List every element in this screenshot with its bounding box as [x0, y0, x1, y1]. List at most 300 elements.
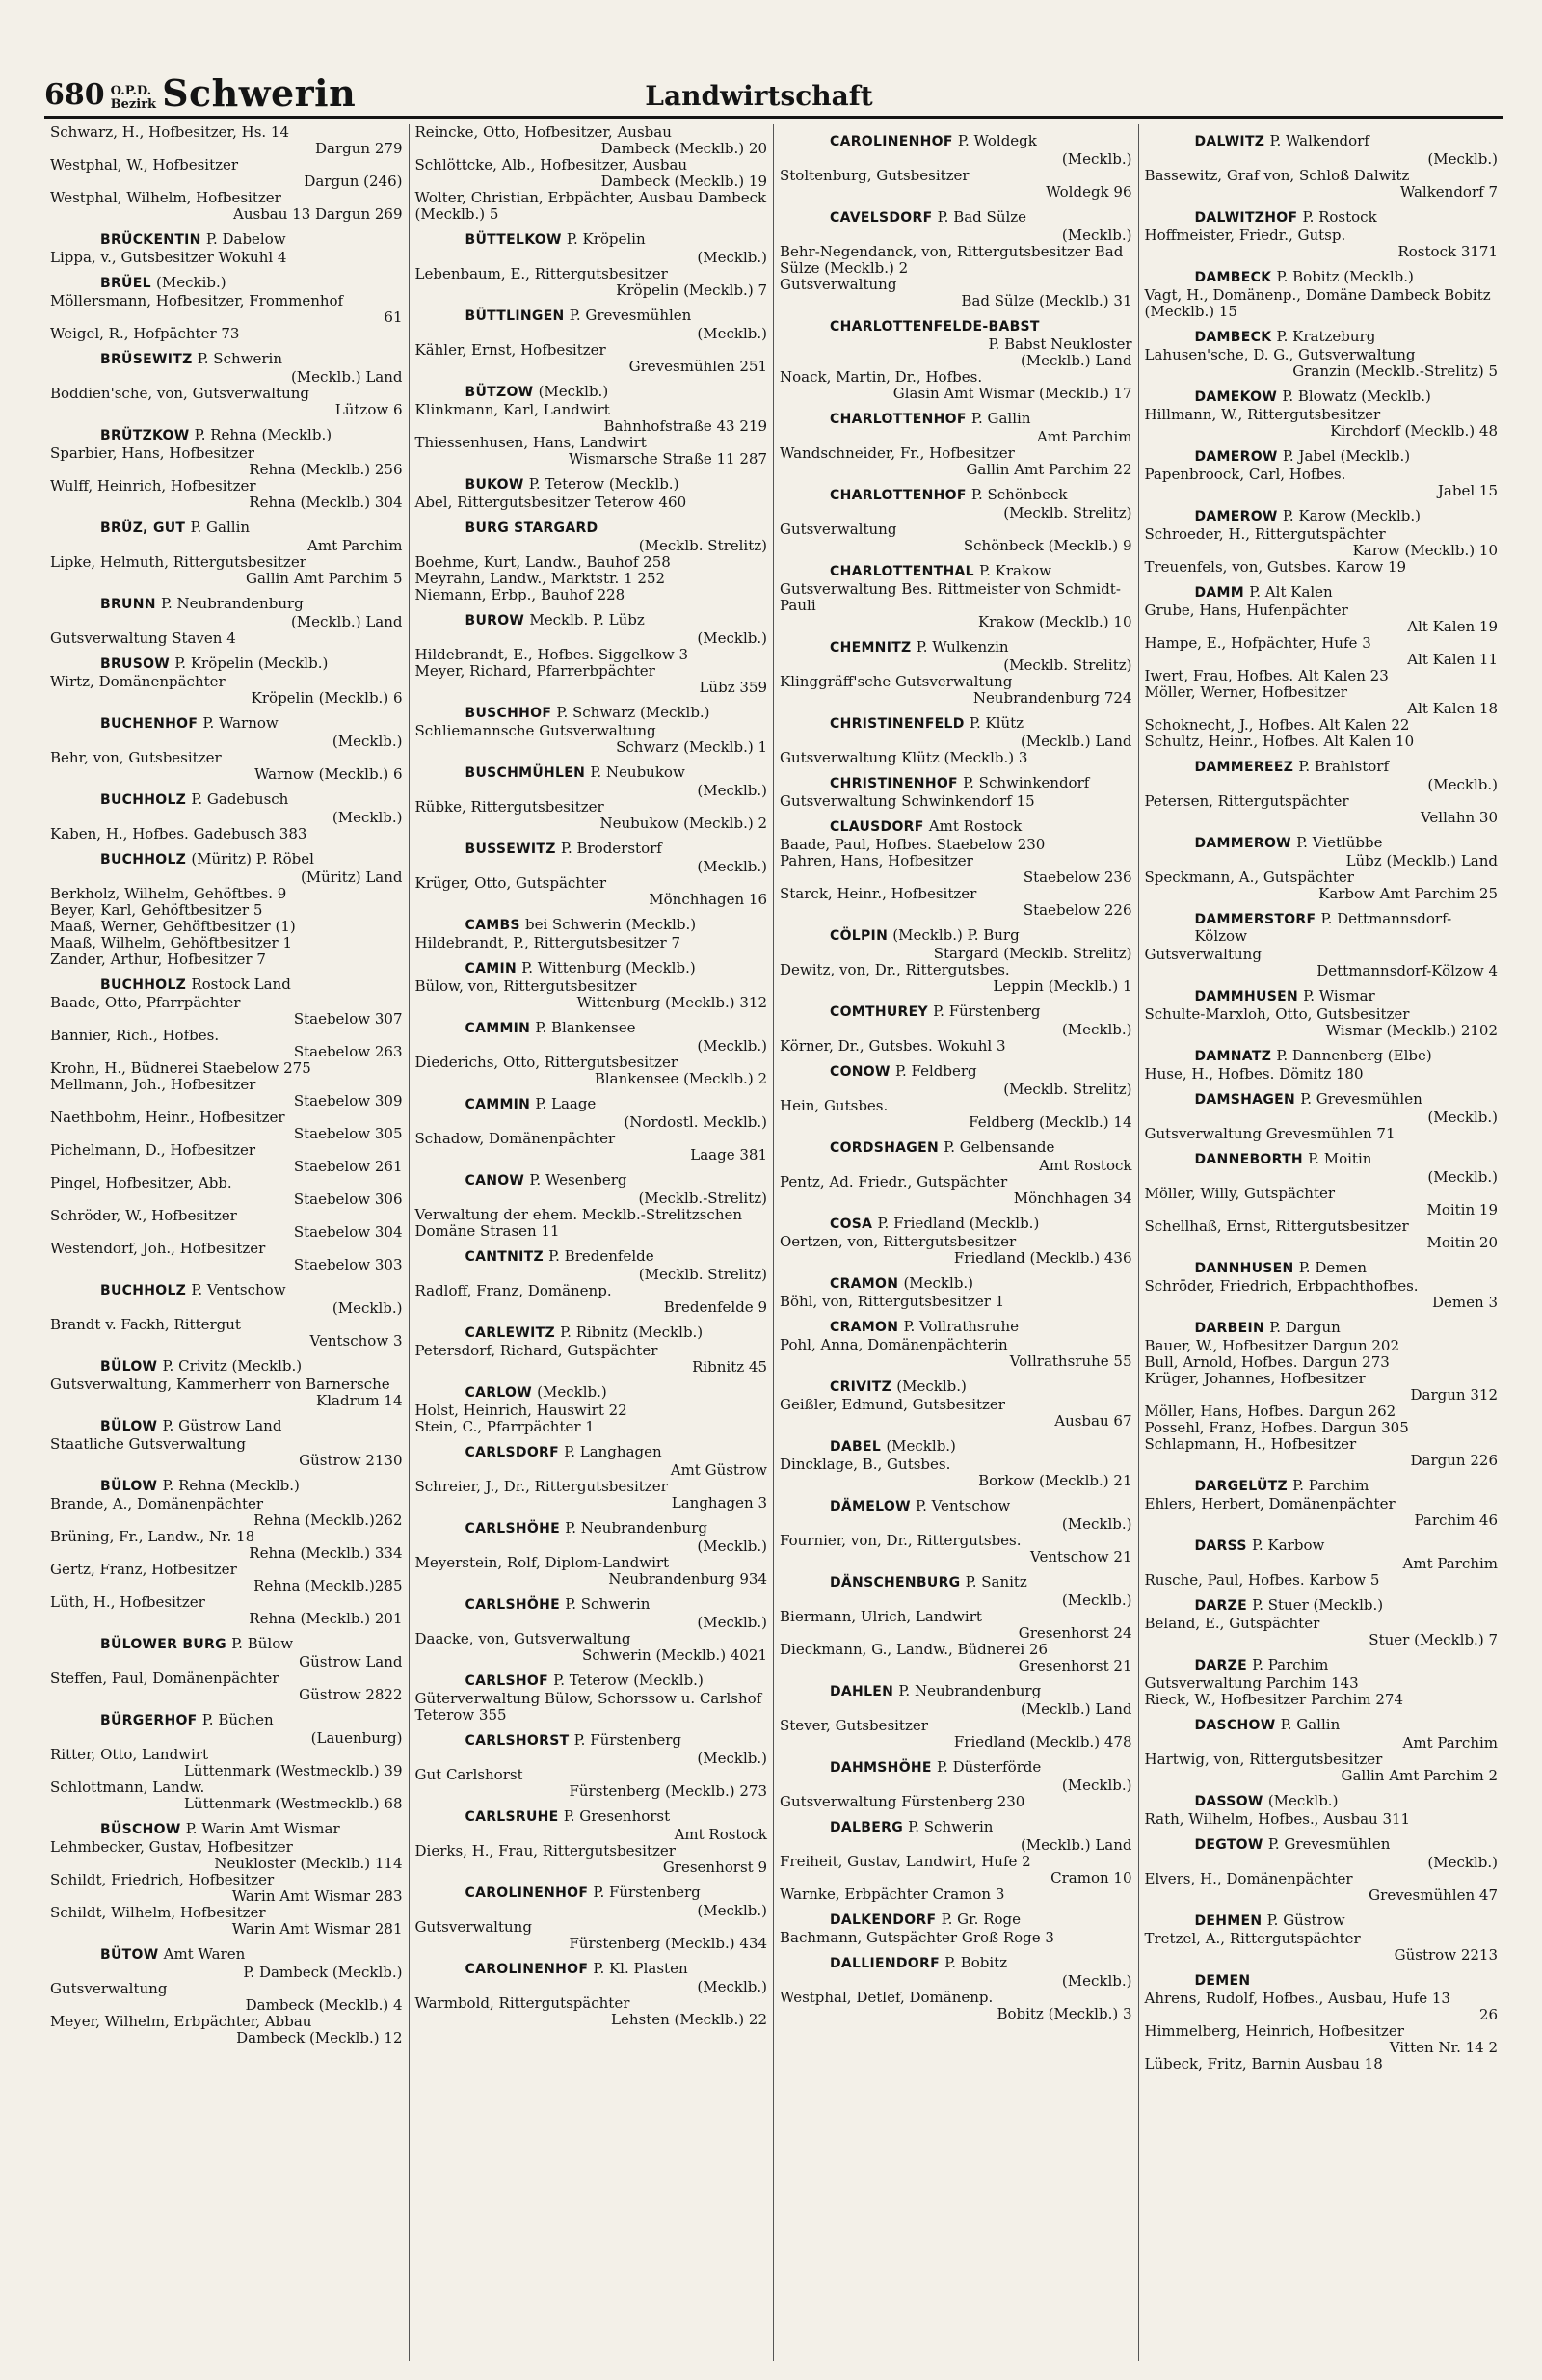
entry-location: Dambeck (Mecklb.) 19: [600, 173, 767, 190]
entry-name: Brüning, Fr., Landw., Nr. 18: [50, 1528, 255, 1545]
place-heading: [465, 231, 768, 249]
entry-location: Schwerin (Mecklb.) 4021: [582, 1646, 767, 1664]
entry-location: Güstrow 2822: [299, 1686, 403, 1703]
entry-location: Dettmannsdorf-Kölzow 4: [1316, 962, 1498, 979]
place-postal: P. Rehna (Mecklb.): [162, 1477, 300, 1494]
directory-entry: [780, 1234, 1132, 1267]
entry-name: Biermann, Ulrich, Landwirt: [780, 1608, 982, 1625]
place-location: P. Babst Neukloster: [988, 335, 1132, 353]
place-heading: [830, 1683, 1132, 1700]
place-location: (Mecklb.): [697, 1614, 767, 1631]
place-name: DARBEIN: [1194, 1321, 1264, 1336]
entry-name: Geißler, Edmund, Gutsbesitzer: [780, 1396, 1005, 1413]
place-postal: P. Jabel (Mecklb.): [1282, 447, 1411, 465]
directory-entry: [780, 244, 1132, 277]
directory-entry: [415, 1283, 768, 1316]
place-postal: P. Wulkenzin: [916, 638, 1009, 655]
place-heading: [100, 1636, 403, 1653]
place-name: DAMMEROW: [1194, 836, 1291, 851]
directory-entry: [1145, 1354, 1499, 1371]
entry-location: Dargun (246): [304, 173, 403, 190]
directory-entry: [415, 435, 768, 468]
place-heading: [100, 520, 403, 537]
directory-entry: [50, 124, 403, 157]
directory-entry: [1145, 1572, 1499, 1589]
place-postal: P. Bredenfelde: [548, 1247, 654, 1265]
directory-entry: [415, 1691, 768, 1724]
entry-name: Sparbier, Hans, Hofbesitzer: [50, 444, 254, 462]
place-postal: P. Neubrandenburg: [160, 595, 304, 612]
place-name: CARLSHÖHE: [465, 1521, 560, 1537]
entry-location: Rehna (Mecklb.)262: [253, 1511, 403, 1529]
entry-name: Gutsverwaltung Bes. Rittmeister von Schmidt-Pauli: [780, 580, 1121, 614]
place-postal: P. Fürstenberg: [933, 1003, 1041, 1020]
place-postal: P. Langhagen: [564, 1443, 662, 1460]
directory-entry: [1145, 1931, 1499, 1964]
entry-name: Berkholz, Wilhelm, Gehöftbes. 9: [50, 885, 287, 902]
place-location: (Mecklb.): [1061, 1021, 1132, 1038]
directory-entry: [50, 554, 403, 587]
entry-name: Hampe, E., Hofpächter, Hufe 3: [1144, 634, 1371, 652]
place-location: (Mecklb.): [697, 1750, 767, 1767]
entry-name: Krüger, Otto, Gutspächter: [414, 874, 607, 892]
place-heading: [830, 1955, 1132, 1972]
place-name: CHEMNITZ: [830, 640, 912, 655]
entry-location: Gallin Amt Parchim 22: [966, 461, 1132, 478]
place-postal: P. Kröpelin: [566, 230, 646, 248]
place-heading: [1195, 388, 1499, 406]
entry-location: Moitin 19: [1426, 1201, 1498, 1218]
place-postal: Rostock Land: [191, 976, 291, 993]
place-postal: P. Moitin: [1308, 1150, 1372, 1167]
entry-name: Schildt, Friedrich, Hofbesitzer: [50, 1871, 275, 1888]
place-postal: P. Blowatz (Mecklb.): [1282, 388, 1431, 405]
entry-location: Karow (Mecklb.) 10: [1352, 542, 1498, 559]
place-heading: [465, 1096, 768, 1113]
place-heading: [100, 427, 403, 444]
directory-entry: [50, 1671, 403, 1703]
entry-location: Neubukow (Mecklb.) 2: [599, 815, 767, 832]
entry-name: Stein, C., Pfarrpächter 1: [414, 1418, 595, 1435]
place-name: BÜLOW: [100, 1359, 158, 1375]
place-heading: [1195, 209, 1499, 227]
directory-entry: [50, 190, 403, 223]
place-postal: P. Blankensee: [535, 1019, 636, 1036]
place-name: BUCHHOLZ: [100, 792, 187, 808]
directory-entry: [415, 190, 768, 223]
place-name: BRÜTZKOW: [100, 428, 190, 443]
place-heading: [465, 476, 768, 494]
place-heading: [830, 1063, 1132, 1081]
directory-entry: [50, 1872, 403, 1905]
place-postal: P. Warin Amt Wismar: [185, 1820, 340, 1837]
column-2: [410, 124, 775, 2361]
place-location: (Mecklb. Strelitz): [1003, 656, 1132, 674]
directory-entry: [50, 1496, 403, 1529]
place-location: (Mecklb.): [697, 1538, 767, 1555]
place-heading: [1195, 133, 1499, 150]
directory-entry: [1145, 684, 1499, 717]
directory-entry: [415, 978, 768, 1011]
entry-name: Warnke, Erbpächter Cramon 3: [780, 1885, 1005, 1903]
entry-name: Klinggräff'sche Gutsverwaltung: [780, 673, 1013, 690]
entry-name: Maaß, Werner, Gehöftbesitzer (1): [50, 918, 296, 935]
entry-name: Weigel, R., Hofpächter 73: [50, 325, 240, 342]
place-heading: [465, 1808, 768, 1826]
place-postal: P. Gallin: [970, 410, 1031, 427]
entry-name: Möller, Hans, Hofbes. Dargun 262: [1144, 1403, 1396, 1420]
entry-location: Gallin Amt Parchim 5: [245, 570, 403, 587]
place-name: BUKOW: [465, 477, 524, 493]
directory-entry: [50, 1562, 403, 1594]
directory-entry: [415, 799, 768, 832]
place-postal: P. Kl. Plasten: [593, 1960, 688, 1977]
entry-location: Staebelow 226: [1023, 901, 1132, 919]
place-location: (Mecklb.): [1061, 1515, 1132, 1533]
entry-name: Freiheit, Gustav, Landwirt, Hufe 2: [780, 1853, 1031, 1870]
place-name: DAMSHAGEN: [1194, 1092, 1295, 1108]
entry-name: Wandschneider, Fr., Hofbesitzer: [780, 444, 1015, 462]
entry-name: Lipke, Helmuth, Rittergutsbesitzer: [50, 553, 306, 571]
place-postal: P. Dannenberg (Elbe): [1276, 1047, 1432, 1064]
entry-name: Bauer, W., Hofbesitzer Dargun 202: [1144, 1337, 1400, 1354]
entry-name: Böhl, von, Rittergutsbesitzer 1: [780, 1293, 1005, 1310]
place-heading: [1195, 1793, 1499, 1810]
entry-location: Friedland (Mecklb.) 478: [953, 1733, 1132, 1751]
entry-name: Pingel, Hofbesitzer, Abb.: [50, 1174, 232, 1191]
entry-location: Neubrandenburg 934: [608, 1570, 767, 1588]
entry-name: Hillmann, W., Rittergutsbesitzer: [1144, 406, 1381, 423]
entry-name: Klinkmann, Karl, Landwirt: [414, 401, 610, 418]
place-name: CAROLINENHOF: [465, 1962, 589, 1977]
directory-entry: [50, 1142, 403, 1175]
place-heading: [1195, 988, 1499, 1005]
place-name: BUCHHOLZ: [100, 852, 187, 868]
place-name: CRAMON: [830, 1320, 899, 1335]
place-location: (Mecklb.): [1061, 227, 1132, 244]
place-location: (Mecklb.): [697, 325, 767, 342]
entry-location: Jabel 15: [1437, 482, 1498, 499]
place-postal: P. Demen: [1298, 1259, 1367, 1276]
entry-name: Diederichs, Otto, Rittergutsbesitzer: [414, 1054, 678, 1071]
entry-location: Staebelow 305: [293, 1125, 403, 1142]
place-location: (Mecklb.): [697, 858, 767, 875]
place-location: (Mecklb.) Land: [290, 368, 403, 386]
entry-name: Bull, Arnold, Hofbes. Dargun 273: [1144, 1353, 1390, 1371]
directory-entry: [780, 837, 1132, 853]
directory-entry: [50, 1981, 403, 2014]
place-heading: [100, 1712, 403, 1729]
place-location: Amt Parchim: [307, 537, 403, 554]
entry-location: Moitin 20: [1426, 1234, 1498, 1251]
directory-entry: [50, 478, 403, 511]
entry-location: Kröpelin (Mecklb.) 6: [251, 689, 403, 707]
place-location: (Nordostl. Mecklb.): [624, 1113, 767, 1131]
entry-location: Lübz 359: [699, 679, 767, 696]
directory-entry: [1145, 467, 1499, 499]
place-name: CAROLINENHOF: [465, 1885, 589, 1901]
entry-location: Wismarsche Straße 11 287: [569, 450, 767, 468]
place-postal: (Mecklb.): [1267, 1792, 1339, 1809]
place-name: CÖLPIN: [830, 928, 889, 944]
entry-name: Gutsverwaltung Staven 4: [50, 629, 236, 647]
entry-location: Stuer (Mecklb.) 7: [1369, 1631, 1498, 1648]
entry-name: Dieckmann, G., Landw., Büdnerei 26: [780, 1641, 1049, 1658]
entry-name: Schlöttcke, Alb., Hofbesitzer, Ausbau: [414, 156, 688, 174]
place-heading: [465, 1020, 768, 1037]
place-postal: P. Wesenberg: [529, 1171, 627, 1189]
directory-entry: [1145, 717, 1499, 734]
place-heading: [465, 917, 768, 934]
place-name: BÜTZOW: [465, 385, 534, 400]
place-location: Lübz (Mecklb.) Land: [1345, 852, 1498, 869]
place-postal: P. Dettmannsdorf-Kölzow: [1194, 910, 1452, 945]
place-heading: [100, 1418, 403, 1435]
place-heading: [1195, 1717, 1499, 1734]
place-name: BUSCHHOF: [465, 706, 552, 721]
directory-entry: [780, 1930, 1132, 1946]
directory-entry: [780, 1294, 1132, 1310]
place-heading: [830, 818, 1132, 836]
place-name: BRUNN: [100, 597, 156, 612]
place-postal: P. Neubrandenburg: [565, 1519, 707, 1537]
place-heading: [100, 791, 403, 809]
entry-name: Steffen, Paul, Domänenpächter: [50, 1670, 279, 1687]
bezirk-text: Bezirk: [110, 97, 157, 112]
place-postal: P. Schwinkendorf: [963, 774, 1090, 791]
entry-name: Papenbroock, Carl, Hofbes.: [1144, 466, 1346, 483]
place-postal: P. Dabelow: [205, 230, 286, 248]
opd-label: [111, 85, 156, 112]
directory-entry: [1145, 347, 1499, 380]
place-location: (Mecklb. Strelitz): [638, 1266, 767, 1283]
entry-name: Pichelmann, D., Hofbesitzer: [50, 1141, 256, 1159]
place-heading: [1195, 1912, 1499, 1930]
directory-entry: [415, 1843, 768, 1876]
place-location: (Mecklb.): [1061, 1591, 1132, 1609]
entry-name: Holst, Heinrich, Hauswirt 22: [414, 1402, 627, 1419]
place-heading: [830, 1216, 1132, 1233]
entry-location: Staebelow 307: [293, 1010, 403, 1028]
place-postal: P. Bülow: [231, 1635, 294, 1652]
entry-location: Fürstenberg (Mecklb.) 434: [569, 1935, 767, 1952]
entry-location: Staebelow 303: [293, 1256, 403, 1273]
place-heading: [465, 1885, 768, 1902]
place-name: CARLSHORST: [465, 1733, 570, 1749]
entry-name: Gutsverwaltung Schwinkendorf 15: [780, 792, 1035, 810]
entry-name: Elvers, H., Domänenpächter: [1144, 1870, 1353, 1887]
entry-name: Schroeder, H., Rittergutspächter: [1144, 525, 1386, 543]
directory-entry: [1145, 1218, 1499, 1251]
entry-location: Bobitz (Mecklb.) 3: [997, 2005, 1132, 2022]
directory-entry: [415, 1767, 768, 1800]
place-postal: bei Schwerin (Mecklb.): [524, 916, 697, 933]
entry-name: Schröder, W., Hofbesitzer: [50, 1207, 237, 1224]
directory-entry: [50, 1839, 403, 1872]
entry-name: Daacke, von, Gutsverwaltung: [414, 1630, 631, 1647]
place-location: Amt Güstrow: [670, 1461, 767, 1479]
place-name: DANNHUSEN: [1194, 1261, 1294, 1276]
place-heading: [465, 1248, 768, 1266]
directory-entry: [415, 1919, 768, 1952]
place-location: Güstrow Land: [299, 1653, 403, 1671]
directory-entry: [50, 1905, 403, 1938]
directory-entry: [415, 1995, 768, 2028]
place-location: (Mecklb.): [697, 249, 767, 266]
entry-location: Dambeck (Mecklb.) 20: [600, 140, 767, 157]
directory-entry: [780, 1886, 1132, 1903]
place-name: CHRISTINENFELD: [830, 716, 965, 732]
entry-name: Hein, Gutsbes.: [780, 1097, 889, 1114]
place-name: CANOW: [465, 1173, 525, 1189]
place-heading: [830, 487, 1132, 504]
place-postal: P. Bobitz (Mecklb.): [1276, 268, 1414, 285]
directory-entry: [50, 2014, 403, 2046]
entry-name: Behr-Negendanck, von, Rittergutsbesitzer Bad Sülze (Mecklb.) 2: [780, 243, 1124, 277]
place-name: DAMEROW: [1194, 509, 1278, 524]
place-postal: P. Vietlübbe: [1296, 834, 1383, 851]
directory-entry: [780, 793, 1132, 810]
directory-entry: [415, 663, 768, 696]
place-postal: (Mecklb.) P. Burg: [892, 926, 1020, 944]
entry-name: Naethbohm, Heinr., Hofbesitzer: [50, 1109, 285, 1126]
directory-entry: [50, 1028, 403, 1060]
place-postal: P. Alt Kalen: [1249, 583, 1333, 601]
place-name: CARLOW: [465, 1385, 532, 1401]
place-heading: [830, 1319, 1132, 1336]
directory-entry: [1145, 668, 1499, 684]
directory-entry: [1145, 1436, 1499, 1469]
place-postal: P. Rostock: [1302, 208, 1377, 226]
entry-location: Ausbau 13 Dargun 269: [233, 205, 403, 223]
place-location: (Mecklb. Strelitz): [1003, 504, 1132, 521]
entry-name: Petersdorf, Richard, Gutspächter: [414, 1342, 658, 1359]
entry-name: Gutsverwaltung: [780, 276, 897, 293]
directory-entry: [780, 1609, 1132, 1642]
entry-name: Möllersmann, Hofbesitzer, Frommenhof: [50, 292, 344, 309]
place-name: DAMEKOW: [1194, 389, 1278, 405]
entry-location: Vitten Nr. 14 2: [1389, 2039, 1498, 2056]
place-name: DÄNSCHENBURG: [830, 1575, 961, 1591]
entry-name: Thiessenhusen, Hans, Landwirt: [414, 434, 647, 451]
entry-name: Gutsverwaltung Klütz (Mecklb.) 3: [780, 749, 1028, 766]
entry-name: Possehl, Franz, Hofbes. Dargun 305: [1144, 1419, 1409, 1436]
directory-entry: [50, 750, 403, 783]
place-location: (Mecklb.): [1061, 150, 1132, 168]
directory-entry: [50, 1377, 403, 1409]
place-postal: P. Schwarz (Mecklb.): [556, 704, 710, 721]
entry-name: Maaß, Wilhelm, Gehöftbesitzer 1: [50, 934, 293, 951]
entry-name: Gutsverwaltung, Kammerherr von Barnersche: [50, 1376, 390, 1393]
entry-name: Gutsverwaltung Parchim 143: [1144, 1674, 1359, 1692]
entry-name: Rübke, Rittergutsbesitzer: [414, 798, 604, 816]
entry-name: Kähler, Ernst, Hofbesitzer: [414, 341, 606, 359]
entry-location: Wismar (Mecklb.) 2102: [1325, 1022, 1498, 1039]
directory-entry: [780, 277, 1132, 309]
entry-name: Mellmann, Joh., Hofbesitzer: [50, 1076, 256, 1093]
entry-name: Bannier, Rich., Hofbes.: [50, 1027, 220, 1044]
entry-name: Himmelberg, Heinrich, Hofbesitzer: [1144, 2022, 1404, 2040]
place-heading: [465, 1444, 768, 1461]
place-postal: P. Feldberg: [894, 1062, 977, 1080]
entry-location: Rehna (Mecklb.) 334: [249, 1544, 403, 1562]
entry-name: Niemann, Erbp., Bauhof 228: [414, 586, 625, 603]
entry-location: Lützow 6: [334, 401, 403, 418]
place-heading: [100, 275, 403, 292]
entry-location: Mönchhagen 34: [1013, 1190, 1132, 1207]
directory-entry: [1145, 1496, 1499, 1529]
place-name: DEGTOW: [1194, 1837, 1263, 1853]
place-location: (Mecklb.): [1427, 776, 1498, 793]
entry-location: Wittenburg (Mecklb.) 312: [576, 994, 767, 1011]
directory-entry: [50, 1594, 403, 1627]
place-name: DALBERG: [830, 1820, 903, 1835]
entry-name: Rusche, Paul, Hofbes. Karbow 5: [1144, 1571, 1380, 1589]
place-name: DABEL: [830, 1439, 882, 1455]
directory-entry: [1145, 559, 1499, 575]
entry-location: Karbow Amt Parchim 25: [1318, 885, 1498, 902]
place-name: DAMMHUSEN: [1194, 989, 1298, 1004]
entry-name: Gutsverwaltung: [1144, 946, 1262, 963]
entry-location: Schwarz (Mecklb.) 1: [616, 738, 767, 756]
place-name: CARLSHÖHE: [465, 1597, 560, 1613]
entry-name: Hildebrandt, E., Hofbes. Siggelkow 3: [414, 646, 689, 663]
place-heading: [1195, 911, 1499, 946]
directory-entry: [1145, 287, 1499, 320]
place-name: DAMM: [1194, 585, 1245, 601]
place-name: CANTNITZ: [465, 1249, 544, 1265]
place-postal: P. Teterow (Mecklb.): [553, 1671, 704, 1689]
place-postal: (Mecklb.): [886, 1437, 956, 1455]
place-postal: P. Gallin: [1280, 1716, 1341, 1733]
entry-name: Baade, Otto, Pfarrpächter: [50, 994, 241, 1011]
place-name: DEHMEN: [1194, 1913, 1263, 1929]
place-name: BUCHHOLZ: [100, 977, 187, 993]
place-postal: P. Grevesmühlen: [569, 307, 692, 324]
place-heading: [465, 1384, 768, 1402]
place-postal: P. Warnow: [202, 714, 279, 732]
place-postal: P. Neubrandenburg: [898, 1682, 1042, 1699]
place-name: CHARLOTTENHOF: [830, 412, 967, 427]
directory-entry: [780, 1854, 1132, 1886]
entry-location: Gresenhorst 9: [662, 1859, 767, 1876]
entry-location: Lüttenmark (Westmecklb.) 68: [183, 1795, 403, 1812]
entry-name: Warmbold, Rittergutspächter: [414, 1994, 630, 2012]
entry-location: Dargun 312: [1410, 1386, 1498, 1404]
entry-location: Schönbeck (Mecklb.) 9: [963, 537, 1132, 554]
entry-location: Dambeck (Mecklb.) 12: [236, 2029, 403, 2046]
entry-name: Gutsverwaltung: [50, 1980, 168, 1997]
place-postal: P. Karbow: [1251, 1537, 1325, 1554]
directory-entry: [780, 886, 1132, 919]
entry-name: Iwert, Frau, Hofbes. Alt Kalen 23: [1144, 667, 1389, 684]
place-location: Amt Parchim: [1037, 428, 1132, 445]
place-heading: [830, 209, 1132, 227]
entry-name: Westphal, Detlef, Domänenp.: [780, 1989, 994, 2006]
place-heading: [100, 851, 403, 869]
directory-entry: [50, 445, 403, 478]
directory-entry: [50, 995, 403, 1028]
place-name: COMTHUREY: [830, 1004, 928, 1020]
place-heading: [830, 1003, 1132, 1021]
place-location: (Mecklb.): [332, 733, 403, 750]
entry-location: Staebelow 304: [293, 1223, 403, 1241]
entry-name: Schlapmann, H., Hofbesitzer: [1144, 1435, 1357, 1453]
entry-name: Brandt v. Fackh, Rittergut: [50, 1316, 241, 1333]
place-postal: P. Fürstenberg: [573, 1731, 681, 1749]
place-heading: [830, 1275, 1132, 1293]
entry-location: Kröpelin (Mecklb.) 7: [616, 281, 767, 299]
